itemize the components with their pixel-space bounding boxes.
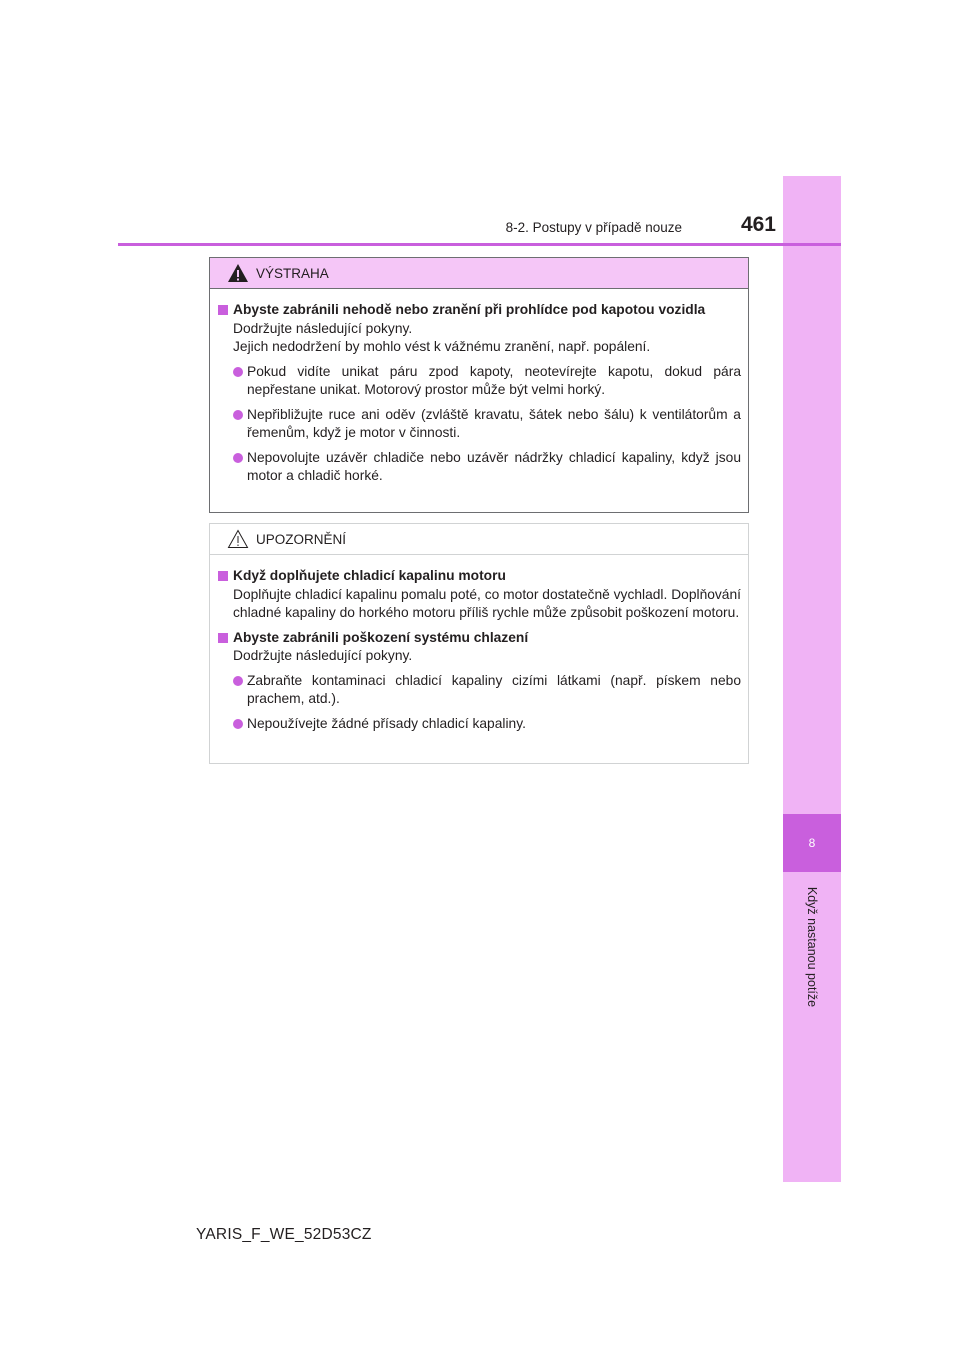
round-bullet-icon xyxy=(233,410,243,420)
page-number: 461 xyxy=(740,213,776,236)
square-bullet-icon xyxy=(218,305,228,315)
caution-triangle-icon xyxy=(227,529,249,549)
section-title: 8-2. Postupy v případě nouze xyxy=(505,220,682,235)
notice-heading-2-text: Abyste zabránili poškození systému chlazení xyxy=(233,629,529,645)
warning-header xyxy=(210,258,748,289)
list-item xyxy=(218,363,741,400)
list-item-text: Pokud vidíte unikat páru zpod kapoty, neotevírejte kapotu, dokud pára nepřestane unikat. Motorový prostor může být velmi horký. xyxy=(247,363,741,397)
square-bullet-icon xyxy=(218,571,228,581)
warning-title: VÝSTRAHA xyxy=(256,265,329,281)
warning-heading-text: Abyste zabránili nehodě nebo zranění při prohlídce pod kapotou vozidla xyxy=(233,302,706,317)
notice-text-1: Doplňujte chladicí kapalinu pomalu poté, co motor dostatečně vychladl. Doplňování chladné kapaliny do horkého motoru příliš rychle může způsobit poškození motoru. xyxy=(233,586,741,620)
list-item-text: Nepoužívejte žádné přísady chladicí kapaliny. xyxy=(247,715,526,731)
round-bullet-icon xyxy=(233,676,243,686)
round-bullet-icon xyxy=(233,453,243,463)
chapter-number: 8 xyxy=(783,814,841,872)
round-bullet-icon xyxy=(233,719,243,729)
list-item xyxy=(218,449,741,486)
warning-body xyxy=(210,289,748,486)
document-code: YARIS_F_WE_52D53CZ xyxy=(196,1226,372,1243)
list-item-text: Nepovolujte uzávěr chladiče nebo uzávěr nádržky chladicí kapaliny, když jsou motor a chladič horké. xyxy=(247,449,741,483)
warning-box xyxy=(209,257,749,513)
warning-intro-1: Dodržujte následující pokyny. xyxy=(233,320,413,336)
notice-heading-1 xyxy=(218,567,741,586)
square-bullet-icon xyxy=(218,633,228,643)
notice-text-2: Dodržujte následující pokyny. xyxy=(233,648,413,663)
notice-header xyxy=(210,524,748,555)
list-item xyxy=(218,406,741,443)
warning-triangle-icon xyxy=(227,263,249,283)
notice-body xyxy=(210,555,748,733)
notice-title: UPOZORNĚNÍ xyxy=(256,531,347,547)
header-rule xyxy=(118,243,841,246)
notice-box xyxy=(209,523,749,764)
list-item-text: Nepřibližujte ruce ani oděv (zvláště kravatu, šátek nebo šálu) k ventilátorům a řemenům, když je motor v činnosti. xyxy=(247,406,741,440)
round-bullet-icon xyxy=(233,367,243,377)
notice-heading-2 xyxy=(218,629,741,648)
list-item xyxy=(218,715,741,734)
list-item xyxy=(218,672,741,709)
warning-intro-2: Jejich nedodržení by mohlo vést k vážnému zranění, např. popálení. xyxy=(233,339,651,354)
list-item-text: Zabraňte kontaminaci chladicí kapaliny cizími látkami (např. pískem nebo prachem, atd.). xyxy=(247,672,741,706)
notice-heading-1-text: Když doplňujete chladicí kapalinu motoru xyxy=(233,568,506,583)
chapter-title: Když nastanou potíže xyxy=(805,886,819,1008)
warning-heading xyxy=(218,301,741,320)
